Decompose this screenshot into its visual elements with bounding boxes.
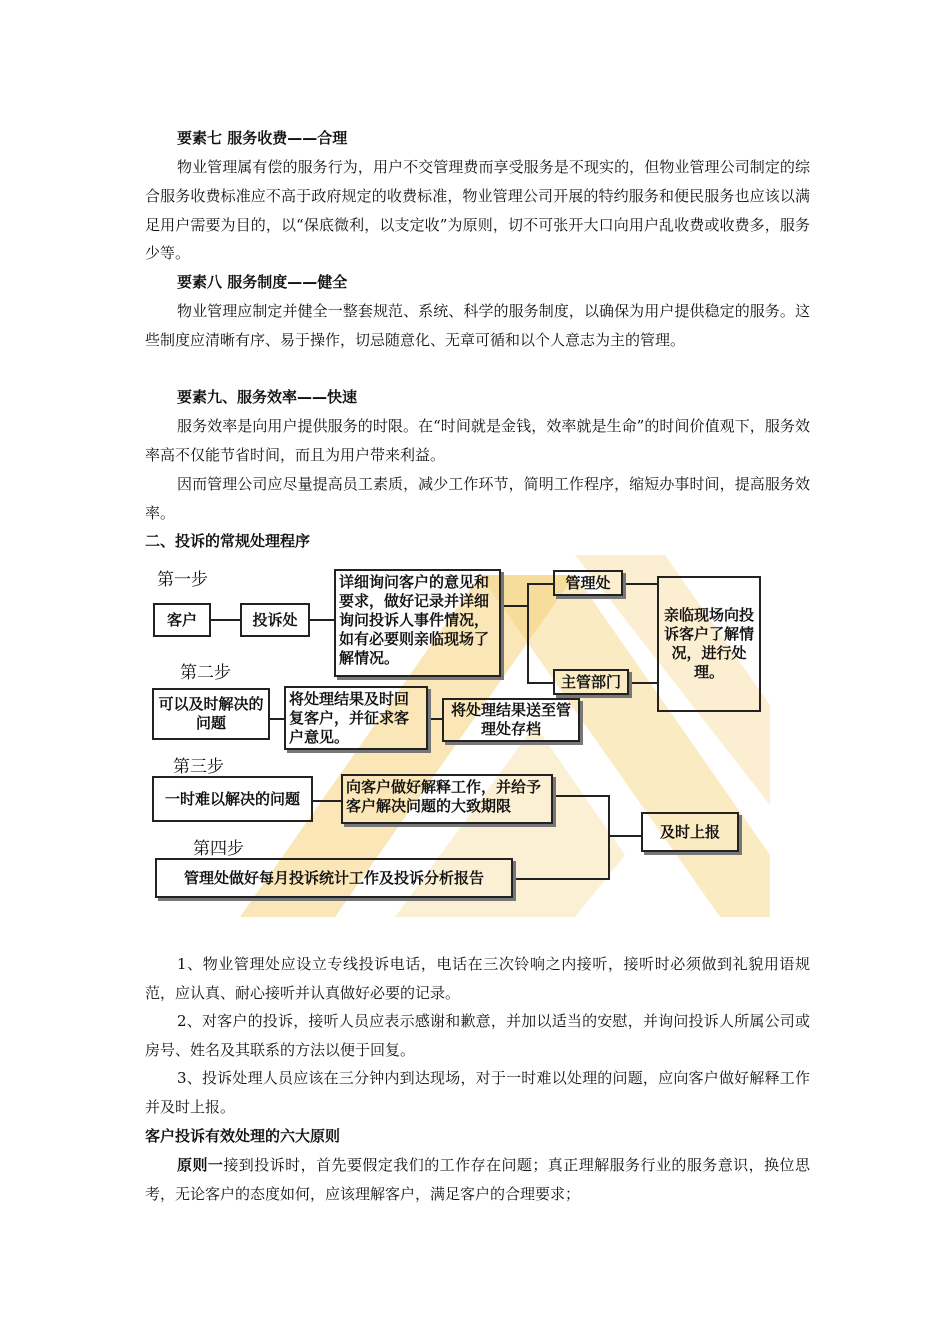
- step1-label: 第一步: [157, 570, 208, 590]
- connector-line: [513, 878, 610, 880]
- complaint-flowchart: [145, 555, 770, 917]
- archive-box: 将处理结果送至管理处存档: [442, 698, 580, 742]
- connector-line: [623, 583, 657, 585]
- principles-heading: 客户投诉有效处理的六大原则: [145, 1127, 341, 1145]
- section9-body2: 因而管理公司应尽量提高员工素质，减少工作环节，简明工作程序，缩短办事时间，提高服务效率。: [145, 475, 810, 522]
- section7-heading: 要素七 服务收费——合理: [177, 129, 348, 147]
- connector-line: [313, 800, 341, 802]
- principle-1-body: 接到投诉时，首先要假定我们的工作存在问题；真正理解服务行业的服务意识，换位思考，无论客户的态度如何，应该理解客户，满足客户的合理要求；: [145, 1156, 810, 1203]
- reply-result-box: 将处理结果及时回复客户，并征求客户意见。: [284, 686, 428, 750]
- connector-line: [629, 682, 657, 684]
- connector-line: [428, 718, 442, 720]
- connector-line: [527, 583, 553, 585]
- solvable-problem-box: 可以及时解决的问题: [152, 688, 270, 740]
- rule-1: 1、物业管理处应设立专线投诉电话，电话在三次铃响之内接听，接听时必须做到礼貌用语规范，应认真、耐心接听并认真做好必要的记录。: [145, 955, 810, 1002]
- explain-box: 向客户做好解释工作，并给予客户解决问题的大致期限: [341, 774, 553, 824]
- section-two-heading: 二、投诉的常规处理程序: [145, 532, 311, 550]
- connector-line: [270, 718, 284, 720]
- connector-line: [309, 619, 334, 621]
- principle-1: [145, 1151, 810, 1209]
- section9-heading: 要素九、服务效率——快速: [177, 388, 358, 406]
- step3-label: 第三步: [173, 757, 224, 777]
- mgmt-office-box: 管理处: [553, 570, 623, 596]
- connector-line: [608, 795, 610, 879]
- principle-1-label: 原则一: [177, 1156, 224, 1174]
- rule-3: 3、投诉处理人员应该在三分钟内到达现场，对于一时难以处理的问题，应向客户做好解释工作并及时上报。: [145, 1069, 810, 1116]
- report-box: 及时上报: [641, 812, 739, 852]
- section8-body: 物业管理应制定并健全一整套规范、系统、科学的服务制度，以确保为用户提供稳定的服务。这些制度应清晰有序、易于操作，切忌随意化、无章可循和以个人意志为主的管理。: [145, 302, 810, 349]
- section7-body: 物业管理属有偿的服务行为，用户不交管理费而享受服务是不现实的，但物业管理公司制定的综合服务收费标准应不高于政府规定的收费标准，物业管理公司开展的特约服务和便民服务也应该以满足用户需要为目的，以“保底微利，以支定收”为原则，切不可张开大口向用户乱收费或收费多，服务少等。: [145, 158, 810, 263]
- section8-heading: 要素八 服务制度——健全: [177, 273, 348, 291]
- hard-problem-box: 一时难以解决的问题: [152, 776, 313, 822]
- site-visit-box: 亲临现场向投诉客户了解情况，进行处理。: [657, 576, 761, 712]
- rule-2: 2、对客户的投诉，接听人员应表示感谢和歉意，并加以适当的安慰，并询问投诉人所属公司或房号、姓名及其联系的方法以便于回复。: [145, 1012, 810, 1059]
- supervisor-dept-box: 主管部门: [553, 669, 629, 695]
- customer-box: 客户: [153, 603, 211, 637]
- connector-line: [210, 619, 240, 621]
- complaint-office-box: 投诉处: [240, 603, 310, 637]
- connector-line: [527, 583, 529, 683]
- step4-label: 第四步: [193, 839, 244, 859]
- section9-body1: 服务效率是向用户提供服务的时限。在“时间就是金钱，效率就是生命”的时间价值观下，服务效率高不仅能节省时间，而且为用户带来利益。: [145, 417, 810, 464]
- detail-inquiry-box: 详细询问客户的意见和要求，做好记录并详细询问投诉人事件情况，如有必要则亲临现场了解情况。: [334, 569, 501, 677]
- connector-line: [553, 795, 608, 797]
- connector-line: [608, 835, 641, 837]
- connector-line: [527, 682, 553, 684]
- step2-label: 第二步: [180, 663, 231, 683]
- connector-line: [501, 605, 527, 607]
- monthly-report-box: 管理处做好每月投诉统计工作及投诉分析报告: [155, 858, 513, 898]
